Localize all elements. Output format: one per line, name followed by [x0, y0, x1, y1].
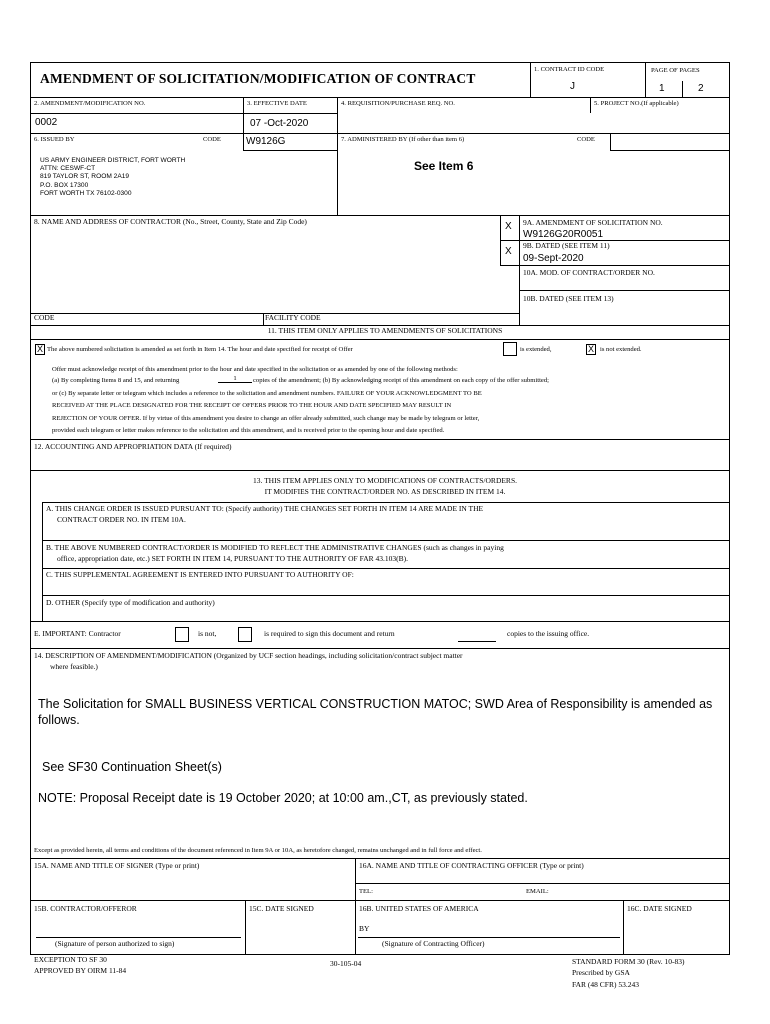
issuer-line: FORT WORTH TX 76102-0300 [40, 189, 132, 197]
item11-line1: Offer must acknowledge receipt of this amendment prior to the hour and date specified in the solicitation or as amended by one of the following methods: [52, 366, 458, 373]
label-9a: 9A. AMENDMENT OF SOLICITATION NO. [523, 218, 663, 227]
label-10a: 10A. MOD. OF CONTRACT/ORDER NO. [523, 268, 655, 277]
label-9b: 9B. DATED (SEE ITEM 11) [523, 241, 610, 250]
contractor-signature-field[interactable] [36, 924, 241, 937]
item14-label1: 14. DESCRIPTION OF AMENDMENT/MODIFICATION (Organized by UCF section headings, including solicitation/contract subject matter [34, 651, 463, 660]
issued-by-label: 6. ISSUED BY [34, 136, 75, 143]
contractor-offeror-label: 15B. CONTRACTOR/OFFEROR [34, 904, 137, 913]
officer-date-signed-label: 16C. DATE SIGNED [627, 904, 692, 913]
project-no-label: 5. PROJECT NO.(If applicable) [594, 100, 679, 107]
except-statement: Except as provided herein, all terms and conditions of the document referenced in Item 9A or 10A, as heretofore changed, remains unchanged and in full force and effect. [34, 847, 482, 854]
important-label: E. IMPORTANT: Contractor [34, 629, 121, 638]
issuer-address [40, 157, 185, 198]
item11-line5: REJECTION OF YOUR OFFER. If by virtue of this amendment you desire to change an offer already submitted, such change may be made by telegram or letter, [52, 415, 480, 422]
officer-signature-field[interactable] [375, 924, 620, 937]
item13-heading2: IT MODIFIES THE CONTRACT/ORDER NO. AS DESCRIBED IN ITEM 14. [264, 487, 506, 496]
is-not-label: is not, [198, 629, 217, 638]
is-extended-checkbox[interactable] [503, 342, 517, 356]
item13-b-line1: B. THE ABOVE NUMBERED CONTRACT/ORDER IS MODIFIED TO REFLECT THE ADMINISTRATIVE CHANGES (such as changes in paying [46, 543, 504, 552]
footer-approved: APPROVED BY OIRM 11-84 [34, 966, 127, 975]
issued-by-code-value[interactable]: W9126G [246, 136, 286, 147]
item13-a-line2: CONTRACT ORDER NO. IN ITEM 10A. [57, 515, 186, 524]
continuation-sheet-note: See SF30 Continuation Sheet(s) [42, 760, 222, 774]
contract-id-value[interactable]: J [570, 81, 575, 92]
contract-id-label: 1. CONTRACT ID CODE [534, 66, 605, 73]
email-label: EMAIL: [526, 888, 549, 895]
not-extended-checkbox[interactable]: X [587, 344, 594, 354]
form-title: AMENDMENT OF SOLICITATION/MODIFICATION OF CONTRACT [40, 71, 476, 86]
effective-date-value[interactable]: 07 -Oct-2020 [250, 118, 309, 129]
contractor-label: 8. NAME AND ADDRESS OF CONTRACTOR (No., Street, County, State and Zip Code) [34, 217, 307, 226]
issued-by-code-label: CODE [203, 136, 221, 143]
is-not-extended-label: is not extended. [600, 346, 642, 353]
contractor-code-label: CODE [34, 313, 55, 322]
requisition-label: 4. REQUISITION/PURCHASE REQ. NO. [341, 100, 455, 107]
copies-count[interactable]: 1 [218, 375, 252, 383]
issuer-line: US ARMY ENGINEER DISTRICT, FORT WORTH [40, 157, 186, 164]
solicitation-amended-checkbox[interactable]: X [36, 344, 43, 354]
footer-form-code: 30-105-04 [330, 959, 362, 968]
page-of-pages-label: PAGE OF PAGES [651, 67, 700, 74]
issuer-line: ATTN: CESWF-CT [40, 165, 96, 173]
copies-return-field[interactable] [458, 641, 496, 642]
amendment-no-label: 2. AMENDMENT/MODIFICATION NO. [34, 100, 146, 107]
is-not-checkbox[interactable] [175, 627, 189, 642]
administered-code-label: CODE [577, 136, 595, 143]
effective-date-label: 3. EFFECTIVE DATE [247, 100, 307, 107]
item13-c: C. THIS SUPPLEMENTAL AGREEMENT IS ENTERED INTO PURSUANT TO AUTHORITY OF: [46, 570, 354, 579]
administered-by-label: 7. ADMINISTERED BY (If other than item 6) [341, 136, 465, 143]
item11-line2a: (a) By completing Items 8 and 15, and returning [52, 377, 180, 384]
item12-label: 12. ACCOUNTING AND APPROPRIATION DATA (If required) [34, 442, 232, 451]
page-number: 1 [659, 83, 665, 94]
amendment-no-value[interactable]: 0002 [35, 117, 58, 128]
tel-label: TEL: [359, 888, 373, 895]
value-9b[interactable]: 09-Sept-2020 [523, 253, 584, 264]
copies-to-office: copies to the issuing office. [507, 629, 590, 638]
facility-code-label: FACILITY CODE [265, 313, 321, 322]
item11-line6: provided each telegram or letter makes reference to the solicitation and this amendment, and is received prior to the opening hour and date specified. [52, 427, 445, 434]
officer-signature-caption: (Signature of Contracting Officer) [382, 939, 485, 948]
footer-prescribed: Prescribed by GSA [572, 968, 630, 977]
mark-9a[interactable]: X [505, 221, 512, 232]
mark-9b[interactable]: X [505, 246, 512, 257]
value-9a[interactable]: W9126G20R0051 [523, 229, 604, 240]
contractor-signature-caption: (Signature of person authorized to sign) [55, 939, 175, 948]
item11-heading: 11. THIS ITEM ONLY APPLIES TO AMENDMENTS OF SOLICITATIONS [267, 326, 503, 335]
contractor-date-signed-label: 15C. DATE SIGNED [249, 904, 314, 913]
item11-line3: or (c) By separate letter or telegram which includes a reference to the solicitation and amendment numbers. FAILURE OF YOUR ACKNOWLEDGMENT TO BE [52, 390, 482, 397]
issuer-line: P.O. BOX 17300 [40, 181, 89, 189]
is-required-label: is required to sign this document and return [264, 629, 395, 638]
total-pages: 2 [698, 83, 704, 94]
amendment-description: The Solicitation for SMALL BUSINESS VERTICAL CONSTRUCTION MATOC; SWD Area of Responsibility is amended as follows. [38, 697, 713, 727]
solicitation-amended-text: The above numbered solicitation is amended as set forth in Item 14. The hour and date specified for receipt of Offer [47, 346, 353, 353]
is-extended-label: is extended, [520, 346, 552, 353]
by-label: BY [359, 924, 370, 933]
contracting-officer-name-label: 16A. NAME AND TITLE OF CONTRACTING OFFICER (Type or print) [359, 861, 584, 870]
footer-exception: EXCEPTION TO SF 30 [34, 955, 107, 964]
see-item-6: See Item 6 [414, 159, 474, 173]
item13-d: D. OTHER (Specify type of modification and authority) [46, 598, 215, 607]
item11-line4: RECEIVED AT THE PLACE DESIGNATED FOR THE RECEIPT OF OFFERS PRIOR TO THE HOUR AND DATE SPECIFIED MAY RESULT IN [52, 402, 452, 409]
issuer-line: 819 TAYLOR ST, ROOM 2A19 [40, 173, 130, 181]
united-states-label: 16B. UNITED STATES OF AMERICA [359, 904, 479, 913]
item13-a-line1: A. THIS CHANGE ORDER IS ISSUED PURSUANT TO: (Specify authority) THE CHANGES SET FORTH IN ITEM 14 ARE MADE IN THE [46, 504, 484, 513]
proposal-receipt-note: NOTE: Proposal Receipt date is 19 October 2020; at 10:00 am.,CT, as previously stated. [38, 791, 528, 805]
label-10b: 10B. DATED (SEE ITEM 13) [523, 294, 614, 303]
signer-name-label: 15A. NAME AND TITLE OF SIGNER (Type or print) [34, 861, 200, 870]
is-required-checkbox[interactable] [238, 627, 252, 642]
item14-label2: where feasible.) [50, 662, 98, 671]
item11-line2b: copies of the amendment; (b) By acknowledging receipt of this amendment on each copy of the offer submitted; [253, 377, 549, 384]
item13-b-line2: office, appropriation date, etc.) SET FORTH IN ITEM 14, PURSUANT TO THE AUTHORITY OF FAR 43.103(B). [57, 554, 408, 563]
footer-far: FAR (48 CFR) 53.243 [572, 980, 639, 989]
footer-standard-form: STANDARD FORM 30 (Rev. 10-83) [572, 957, 685, 966]
item13-heading1: 13. THIS ITEM APPLIES ONLY TO MODIFICATIONS OF CONTRACTS/ORDERS. [252, 476, 517, 485]
